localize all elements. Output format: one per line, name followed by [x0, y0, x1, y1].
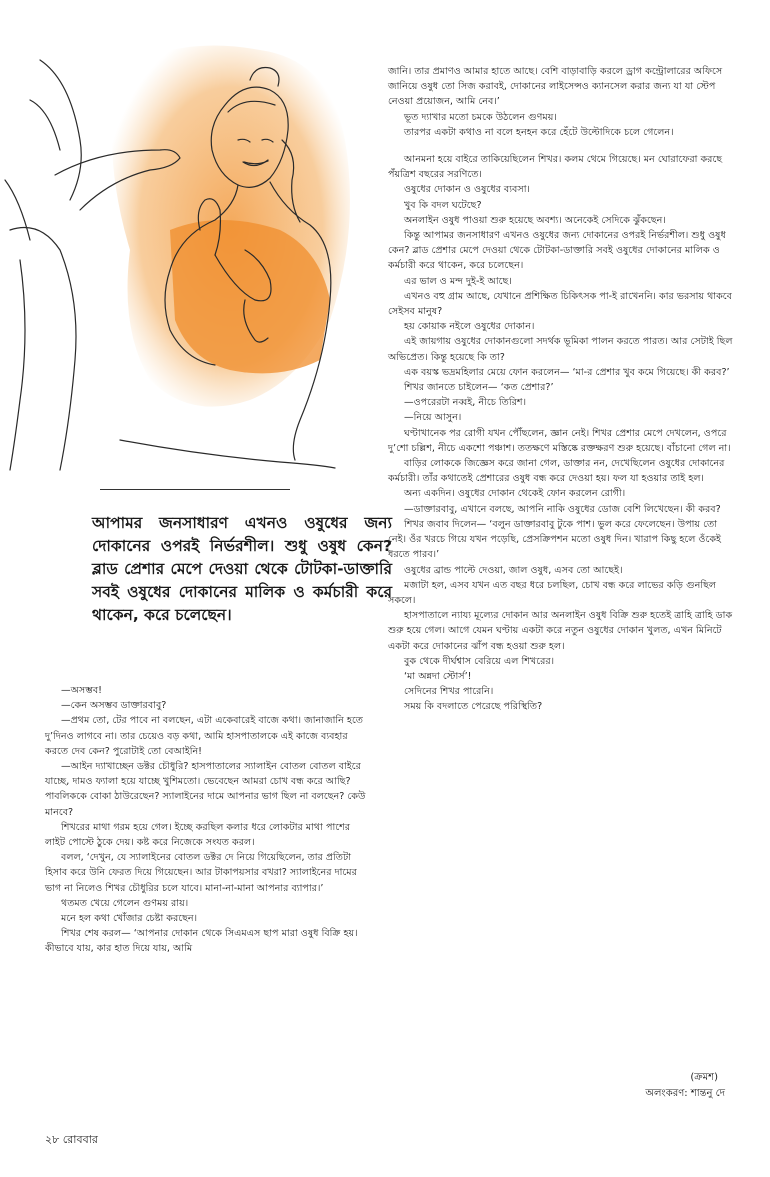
- paragraph: এক বয়স্ক ভদ্রমহিলার মেয়ে ফোন করলেন— ‘মা-র প্রেশার খুব কমে গিয়েছে। কী করব?’: [404, 366, 730, 378]
- paragraph: ঘণ্টাখানেক পর রোগী যখন পৌঁছলেন, জ্ঞান নেই। শিখর প্রেশার মেপে দেখলেন, ওপরে দু’শো চল্লিশ, নীচে একশো পঞ্চাশ। ততক্ষণে মস্তিষ্কে রক্তক্ষরণ শুরু হয়েছে। বাঁচানো গেল না।: [388, 427, 731, 454]
- paragraph: শিখরের মাথা গরম হয়ে গেল। ইচ্ছে করছিল কলার ধরে লোকটার মাথা পাশের লাইট পোস্টে ঠুকে দেয়। কষ্ট করে নিজেকে সংযত করল।: [45, 821, 351, 849]
- paragraph: মনে হল কথা খোঁজার চেষ্টা করছেন।: [61, 913, 198, 925]
- paragraph: জানি। তার প্রমাণও আমার হাতে আছে। বেশি বাড়াবাড়ি করলে ড্রাগ কন্ট্রোলারের অফিসে জানিয়ে ওষুধ তো সিজ করাবই, দোকানের লাইসেন্সও ক্যানসেল করার জন্য যা যা স্টেপ নেওয়া প্রয়োজন, আমি নেব।’: [388, 66, 723, 108]
- continued-note: (ক্রমশ): [690, 1072, 718, 1083]
- paragraph: —নিয়ে আসুন।: [404, 412, 462, 424]
- paragraph: মজাটা হল, এসব যখন এত বছর ধরে চলছিল, চোখ বন্ধ করে লাভের কড়ি গুনছিল সকলে।: [388, 579, 717, 606]
- paragraph: —ডাক্তারবাবু, এখানে বলছে, আপনি নাকি ওষুধের ডোজ বেশি লিখেছেন। কী করব?: [404, 503, 721, 515]
- pull-quote: আপামর জনসাধারণ এখনও ওষুধের জন্য দোকানের ওপরই নির্ভরশীল। শুধু ওষুধ কেন? ব্লাড প্রেশার মেপে দেওয়া থেকে টোটকা-ডাক্তারি সবই ওষুধের দোকানের মালিক ও কর্মচারী করে থাকেন, করে চলেছেন।: [92, 514, 392, 624]
- divider-rule: [100, 489, 290, 490]
- page-folio: ২৮ রোববার: [45, 1133, 98, 1146]
- paragraph: শিখর জানতে চাইলেন— ‘কত প্রেশার?’: [404, 382, 554, 394]
- paragraph: আনমনা হয়ে বাইরে তাকিয়েছিলেন শিখর। কলম থেমে গিয়েছে। মন ঘোরাফেরা করছে পঁয়ত্রিশ বছরের সরণিতে।: [388, 154, 723, 181]
- paragraph: সময় কি বদলাতে পেরেছে পরিস্থিতি?: [404, 701, 543, 713]
- paragraph: অনলাইন ওষুধ পাওয়া শুরু হয়েছে অবশ্য। অনেকেই সেদিকে ঝুঁকছেন।: [404, 214, 666, 226]
- paragraph: ওষুধের ব্রান্ড পাল্টে দেওয়া, জাল ওষুধ, এসব তো আছেই।: [404, 564, 623, 576]
- paragraph: বলল, ‘দেখুন, যে স্যালাইনের বোতল ডক্টর দে নিয়ে গিয়েছিলেন, তার প্রতিটা হিসাব করে উনি ফেরত দিয়ে গিয়েছেন। আর টাকাপয়সার বখরা? স্যালাইনের দামের ভাগ না নিলেও শিখর চৌধুরির চলে যাবে। মানা-না-মানা আপনার ব্যাপার।’: [45, 852, 357, 894]
- paragraph: তারপর একটা কথাও না বলে হনহন করে হেঁটে উল্টোদিকে চলে গেলেন।: [404, 126, 674, 138]
- couple-talking-illustration: [0, 0, 380, 480]
- paragraph: শিখর শেষ করল— ‘আপনার দোকান থেকে সিএমএস ছাপ মারা ওষুধ বিক্রি হয়। কীভাবে যায়, কার হাত দিয়ে যায়, আমি: [45, 928, 358, 955]
- paragraph: ‘মা অন্নদা স্টোর্স’!: [404, 670, 472, 682]
- paragraph: থতমত খেয়ে গেলেন গুণময় রায়।: [61, 897, 189, 909]
- paragraph: হাসপাতালে ন্যায্য মূল্যের দোকান আর অনলাইন ওষুধ বিক্রি শুরু হতেই ত্রাহি ত্রাহি ডাক শুরু হয়ে গেল। আগে যেমন ঘণ্টায় একটা করে নতুন ওষুধের দোকান খুলত, এখন মিনিটে একটা করে দোকানের ঝাঁপ বন্ধ হওয়া শুরু হল।: [388, 610, 733, 652]
- paragraph: ওষুধের দোকান ও ওষুধের ব্যবসা।: [404, 184, 530, 196]
- paragraph: বুক থেকে দীর্ঘশ্বাস বেরিয়ে এল শিখরের।: [404, 655, 555, 667]
- paragraph: —আইন দ্যাখাচ্ছেন ডক্টর চৌধুরি? হাসপাতালের স্যালাইন বোতল বোতল বাইরে যাচ্ছে, দামও ফ্যালা হয়ে যাচ্ছে খুশিমতো। ভেবেছেন আমরা চোখ বন্ধ করে আছি? পাবলিককে বোকা ঠাউরেছেন? স্যালাইনের দামে আপনার ভাগ ছিল না বলছেন? কেউ মানবে?: [45, 761, 366, 818]
- paragraph: খুব কি বদল ঘটেছে?: [404, 199, 482, 211]
- paragraph: —ওপরেরটা নব্বই, নীচে তিরিশ।: [404, 397, 527, 409]
- paragraph: সেদিনের শিখর পারেনি।: [404, 686, 494, 698]
- paragraph: —অসম্ভব!: [61, 685, 103, 696]
- paragraph: এই জায়গায় ওষুধের দোকানগুলো সদর্থক ভূমিকা পালন করতে পারত। আর সেটাই ছিল অভিপ্রেত। কিন্তু হয়েছে কি তা?: [388, 336, 733, 363]
- paragraph: —কেন অসম্ভব ডাক্তারবাবু?: [61, 700, 167, 712]
- paragraph: এখনও বহু গ্রাম আছে, যেখানে প্রশিক্ষিত চিকিৎসক পা-ই রাখেননি। কার ভরসায় থাকবে সেইসব মানুষ?: [388, 290, 732, 318]
- paragraph: বাড়ির লোককে জিজ্ঞেস করে জানা গেল, ডাক্তার নন, দেখেছিলেন ওষুধের দোকানের কর্মচারী। তাঁর কথাতেই প্রেশারের ওষুধ বন্ধ করে দেওয়া হয়। ফল যা হওয়ার তাই হল।: [388, 458, 725, 485]
- article-column-right: [388, 64, 733, 715]
- paragraph: হয় কোয়াক নইলে ওষুধের দোকান।: [404, 321, 535, 333]
- paragraph: এর ভাল ও মন্দ দুই-ই আছে।: [404, 275, 512, 287]
- article-column-left: [45, 683, 372, 957]
- illustration-credit: অলংকরণ: শান্তনু দে: [645, 1088, 725, 1099]
- paragraph: কিন্তু আপামর জনসাধারণ এখনও ওষুধের জন্য দোকানের ওপরই নির্ভরশীল। শুধু ওষুধ কেন? ব্লাড প্রেশার মেপে দেওয়া থেকে টোটকা-ডাক্তারি সবই ওষুধের দোকানের মালিক ও কর্মচারী করে থাকেন, করে চলেছেন।: [388, 230, 726, 272]
- paragraph: ভূত দ্যাখার মতো চমকে উঠলেন গুণময়।: [404, 111, 557, 123]
- paragraph: —প্রথম তো, টের পাবে না বলছেন, এটা একেবারেই বাজে কথা। জানাজানি হতে দু’দিনও লাগবে না। তার চেয়েও বড় কথা, আমি হাসপাতালকে এই কাজে ব্যবহার করতে দেব কেন? পুরোটাই তো বেআইনি!: [45, 715, 364, 757]
- paragraph: অন্য একদিন। ওষুধের দোকান থেকেই ফোন করলেন রোগী।: [404, 488, 626, 500]
- paragraph: শিখর জবাব দিলেন— ‘বলুন ডাক্তারবাবু টুকে পাশ। ভুল করে ফেলেছেন। উপায় তো নেই। ওঁর খরচে গিয়ে যখন পড়েছি, প্রেসক্রিপশন মতো ওষুধ দিন। খারাপ কিছু হলে ওঁকেই ধরতে পারব।’: [388, 518, 722, 561]
